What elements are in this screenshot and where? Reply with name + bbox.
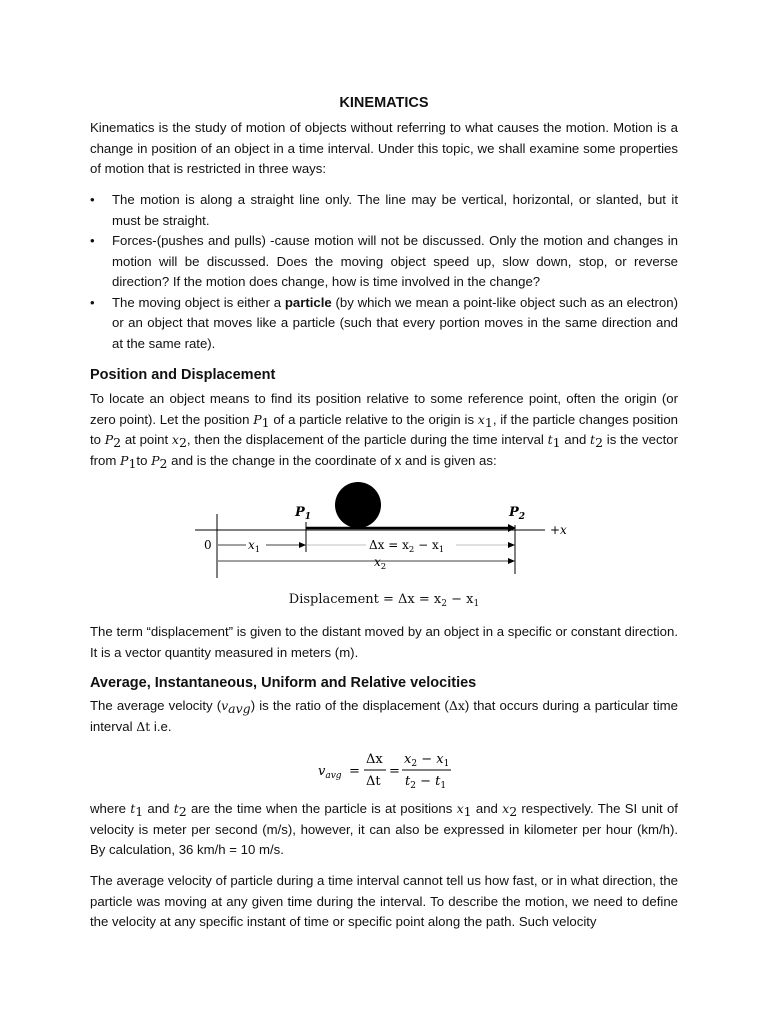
- delta-x-label: $\Delta x = x_2 - x_1$: [369, 538, 445, 555]
- section-heading-velocities: Average, Instantaneous, Uniform and Relative velocities: [90, 675, 477, 691]
- intro-paragraph: Kinematics is the study of motion of objects without referring to what causes the motion. Motion is a change in position of an object in a time interval. Under this topic, we shall examine some properties of motion that is restricted in three ways:: [90, 120, 678, 176]
- x2-label: $x_2$: [374, 555, 387, 572]
- position-paragraph: To locate an object means to find its position relative to some reference point, often the origin (or zero point). Let the position $P_1$ of a particle relative to the origin is $x_1$, if the particle changes position to $P_2$ at point $x_2$, then the displacement of the particle during the time interval $t_1$ and $t_2$ is the vector from $P_1to$ $P_2$ and is the change in the coordinate of x and is given as:: [90, 391, 678, 471]
- svg-text:=: =: [389, 764, 400, 779]
- instantaneous-velocity-paragraph: The average velocity of particle during a time interval cannot tell us how fast, or in what direction, the particle was moving at any given time during the interval. To describe the motion, we need to define the velocity at any specific instant of time or specific point along the path. Such velocity: [90, 873, 678, 929]
- displacement-equation: Displacement = $\Delta x = x_2 - x_1$: [288, 592, 480, 609]
- page-title: KINEMATICS: [339, 95, 429, 111]
- average-velocity-paragraph: The average velocity $(v_{avg})$ is the ratio of the displacement (Δx) that occurs during a particular time interval Δt i.e.: [90, 698, 678, 734]
- x1-label: $x_1$: [248, 538, 261, 555]
- svg-text:t2 − t1: $t_2 - t_1$: [405, 774, 447, 791]
- p1-label: $P_1$: [295, 505, 312, 522]
- plus-x-label: +x: [550, 523, 567, 537]
- svg-text:=: =: [349, 764, 360, 779]
- svg-text:x2 − x1: $x_2 - x_1$: [404, 752, 450, 769]
- origin-label: 0: [204, 538, 212, 552]
- time-positions-paragraph: where $t_1$ and $t_2$ are the time when the particle is at positions $x_1$ and $x_2$ respectively. The SI unit of velocity is meter per second (m/s), however, it can also be expressed in kilometer per hour (km/h). By calculation, 36 km/h = 10 m/s.: [90, 801, 678, 857]
- svg-text:Δt: Δt: [366, 774, 381, 789]
- svg-text:vavg: $v_{avg}$: [318, 764, 342, 781]
- displacement-definition-paragraph: The term “displacement” is given to the distant moved by an object in a specific or constant direction. It is a vector quantity measured in meters (m).: [90, 624, 678, 660]
- svg-text:Δx: Δx: [366, 752, 383, 767]
- list-item: • The motion is along a straight line only. The line may be vertical, horizontal, or slanted, but it must be straight.: [90, 192, 678, 228]
- section-heading-position: Position and Displacement: [90, 367, 276, 383]
- list-item: • The moving object is either a particle (by which we mean a point-like object such as an electron) or an object that moves like a particle (such that every portion moves in the same direction and at the same rate).: [90, 294, 678, 351]
- p2-label: $P_2$: [509, 505, 526, 522]
- list-item: • Forces-(pushes and pulls) -cause motion will not be discussed. Only the motion and changes in motion will be discussed. Does the moving object speed up, slow down, stop, or reverse direction? If the motion does change, how is time involved in the change?: [90, 233, 678, 289]
